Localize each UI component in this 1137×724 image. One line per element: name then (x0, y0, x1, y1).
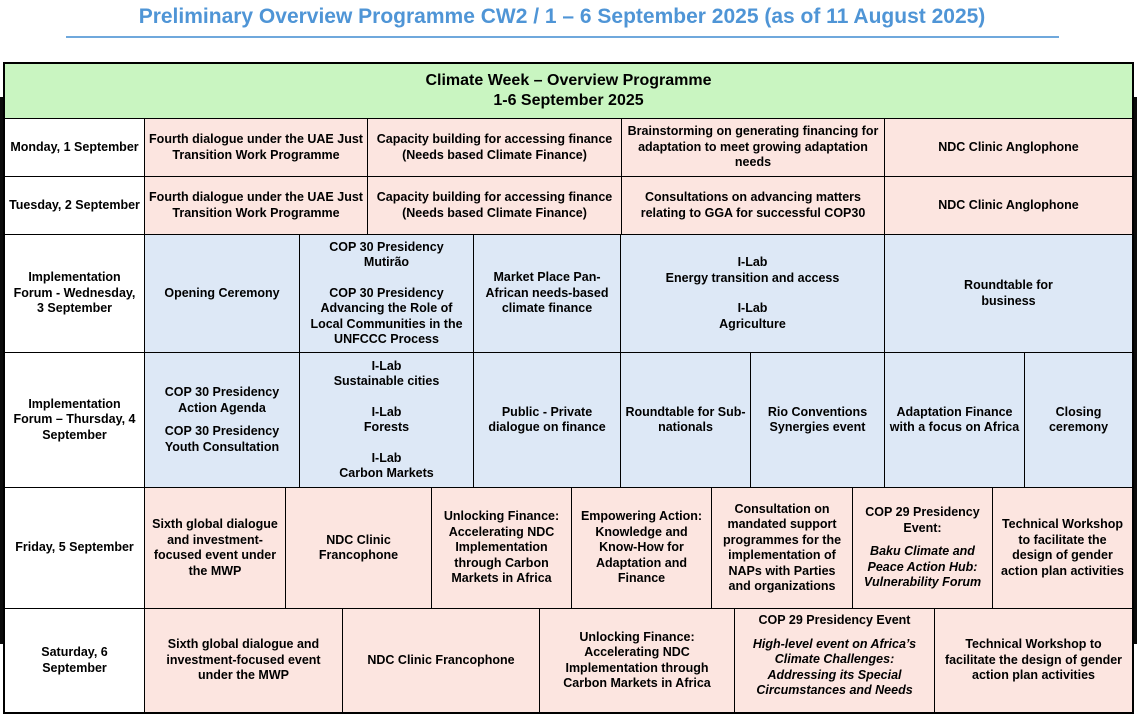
event-cell: Technical Workshop to facilitate the design of gender action plan activities (935, 609, 1132, 712)
event-cell: Fourth dialogue under the UAE Just Transition Work Programme (145, 177, 368, 235)
day-label-tuesday: Tuesday, 2 September (5, 177, 145, 235)
event-cell: Consultations on advancing matters relating to GGA for successful COP30 (622, 177, 885, 235)
event-cell: Brainstorming on generating financing for adaptation to meet growing adaptation needs (622, 119, 885, 177)
event-cell: Consultation on mandated support programmes for the implementation of NAPs with Parties and organizations (712, 488, 853, 609)
day-label-wednesday: Implementation Forum - Wednesday, 3 September (5, 235, 145, 353)
event-cell: NDC Clinic Francophone (343, 609, 540, 712)
title-underline (66, 36, 1059, 38)
event-cell: Roundtable for Sub-nationals (621, 353, 751, 488)
event-cell: Capacity building for accessing finance (Needs based Climate Finance) (368, 177, 622, 235)
event-cell: Fourth dialogue under the UAE Just Transition Work Programme (145, 119, 368, 177)
day-label-saturday: Saturday, 6 September (5, 609, 145, 712)
event-cell: Sixth global dialogue and investment-focused event under the MWP (145, 609, 343, 712)
event-cell: Public - Private dialogue on finance (474, 353, 621, 488)
event-cell: NDC Clinic Anglophone (885, 177, 1132, 235)
event-cell: Opening Ceremony (145, 235, 300, 353)
day-label-monday: Monday, 1 September (5, 119, 145, 177)
event-cell: NDC Clinic Anglophone (885, 119, 1132, 177)
day-label-thursday: Implementation Forum – Thursday, 4 September (5, 353, 145, 488)
event-cell: COP 30 Presidency Action Agenda COP 30 Presidency Youth Consultation (145, 353, 300, 488)
event-cell: COP 30 Presidency Mutirão COP 30 Presidency Advancing the Role of Local Communities in the UNFCCC Process (300, 235, 474, 353)
page-title: Preliminary Overview Programme CW2 / 1 – 6 September 2025 (as of 11 August 2025) (138, 5, 986, 28)
header-dates: 1-6 September 2025 (493, 92, 644, 109)
schedule-table (3, 62, 1134, 714)
event-cell: Rio Conventions Synergies event (751, 353, 885, 488)
event-cell: Unlocking Finance: Accelerating NDC Implementation through Carbon Markets in Africa (432, 488, 572, 609)
header-title: Climate Week – Overview Programme (425, 72, 712, 89)
event-cell: Roundtable for business (885, 235, 1132, 353)
event-cell: Market Place Pan-African needs-based climate finance (474, 235, 621, 353)
event-cell: Unlocking Finance: Accelerating NDC Implementation through Carbon Markets in Africa (540, 609, 735, 712)
event-cell: COP 29 Presidency Event: Baku Climate and Peace Action Hub: Vulnerability Forum (853, 488, 993, 609)
day-label-friday: Friday, 5 September (5, 488, 145, 609)
event-cell: NDC Clinic Francophone (286, 488, 432, 609)
event-cell: COP 29 Presidency Event High-level event on Africa’s Climate Challenges: Addressing its Special Circumstances and Needs (735, 609, 935, 712)
event-cell: Capacity building for accessing finance (Needs based Climate Finance) (368, 119, 622, 177)
event-cell: Closing ceremony (1025, 353, 1132, 488)
event-cell: Adaptation Finance with a focus on Africa (885, 353, 1025, 488)
event-cell: Technical Workshop to facilitate the design of gender action plan activities (993, 488, 1132, 609)
event-cell: Sixth global dialogue and investment-focused event under the MWP (145, 488, 286, 609)
event-cell: I-Lab Sustainable cities I-Lab Forests I-Lab Carbon Markets (300, 353, 474, 488)
event-cell: I-Lab Energy transition and access I-Lab Agriculture (621, 235, 885, 353)
event-cell: Empowering Action: Knowledge and Know-How for Adaptation and Finance (572, 488, 712, 609)
table-header (5, 64, 1132, 119)
